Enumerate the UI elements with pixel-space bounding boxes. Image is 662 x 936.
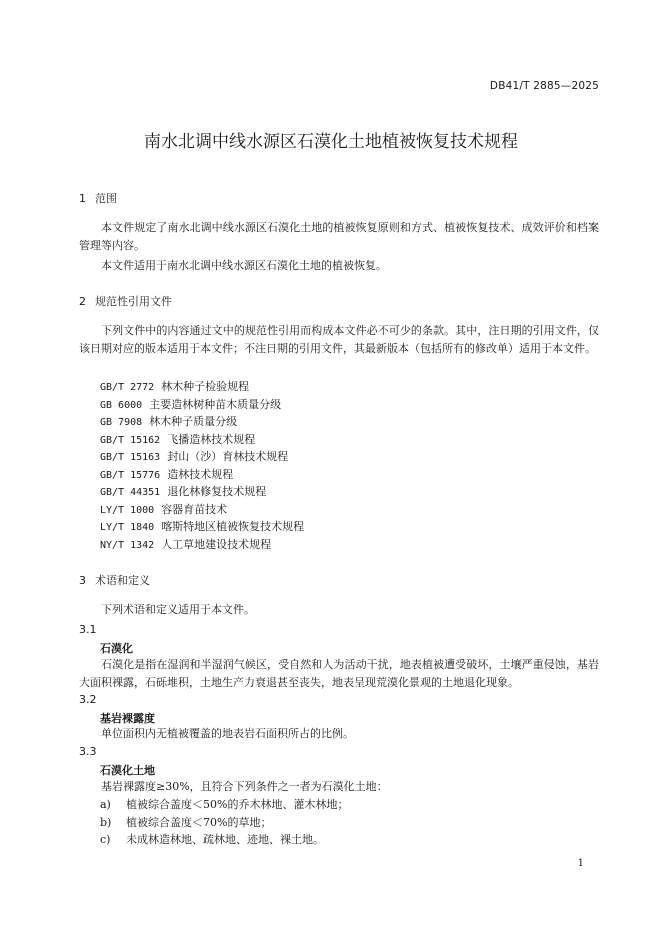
scope-paragraph-1: 本文件规定了南水北调中线水源区石漠化土地的植被恢复原则和方式、植被恢复技术、成效评价和档案管理等内容。 xyxy=(79,221,599,252)
reference-code: LY/T 1840 xyxy=(100,522,155,533)
reference-item xyxy=(100,396,281,412)
list-marker: c) xyxy=(100,833,111,846)
reference-item xyxy=(100,448,288,464)
section-2-heading xyxy=(79,293,172,309)
section-1-heading xyxy=(79,190,117,206)
reference-title: 主要造林树种苗木质量分级 xyxy=(149,397,282,411)
reference-item xyxy=(100,413,237,429)
section-title: 范围 xyxy=(95,192,117,205)
document-title: 南水北调中线水源区石漠化土地植被恢复技术规程 xyxy=(144,132,518,152)
section-number: 2 xyxy=(79,295,86,308)
reference-code: GB/T 15163 xyxy=(100,452,161,463)
reference-title: 封山（沙）育林技术规程 xyxy=(167,450,289,463)
reference-code: GB/T 15776 xyxy=(100,469,161,481)
reference-item xyxy=(100,501,227,517)
reference-title: 喀斯特地区植被恢复技术规程 xyxy=(161,520,305,533)
term-definition: 基岩裸露度≥30%，且符合下列条件之一者为石漠化土地： xyxy=(101,780,388,793)
condition-text: 植被综合盖度＜70%的草地； xyxy=(126,815,272,829)
condition-item xyxy=(100,796,348,812)
list-marker: b) xyxy=(100,815,112,829)
reference-code: GB/T 15162 xyxy=(100,434,161,446)
term-definition: 石漠化是指在湿润和半湿润气候区，受自然和人为活动干扰，地表植被遭受破坏，土壤严重侵蚀，基岩大面积裸露，石砾堆积，土地生产力衰退甚至丧失，地表呈现荒漠化景观的土地退化现象。 xyxy=(79,658,599,689)
reference-code: GB/T 44351 xyxy=(100,487,161,498)
term-definition: 单位面积内无植被覆盖的地表岩石面积所占的比例。 xyxy=(101,727,354,740)
reference-title: 林木种子检验规程 xyxy=(161,380,250,393)
reference-title: 造林技术规程 xyxy=(167,467,234,481)
references-intro: 下列文件中的内容通过文中的规范性引用而构成本文件必不可少的条款。其中，注日期的引用文件，仅该日期对应的版本适用于本文件；不注日期的引用文件，其最新版本（包括所有的修改单）适用于本文件。 xyxy=(79,324,599,355)
reference-code: GB 7908 xyxy=(100,417,143,428)
reference-item xyxy=(100,466,233,482)
term-number: 3.1 xyxy=(79,623,97,636)
reference-title: 林木种子质量分级 xyxy=(149,415,238,428)
section-number: 3 xyxy=(79,574,86,587)
term-name: 石漠化土地 xyxy=(100,764,155,777)
reference-code: LY/T 1000 xyxy=(100,504,155,516)
reference-title: 退化林修复技术规程 xyxy=(167,485,267,498)
reference-title: 人工草地建设技术规程 xyxy=(161,537,272,551)
term-name: 石漠化 xyxy=(100,642,133,655)
reference-code: GB/T 2772 xyxy=(100,382,155,393)
condition-item xyxy=(100,814,271,830)
list-marker: a) xyxy=(100,798,111,811)
reference-title: 飞播造林技术规程 xyxy=(167,432,256,446)
reference-item xyxy=(100,536,271,552)
reference-title: 容器育苗技术 xyxy=(161,502,228,516)
reference-code: GB 6000 xyxy=(100,399,143,411)
standard-code: DB41/T 2885—2025 xyxy=(489,80,599,92)
reference-item xyxy=(100,483,266,499)
terms-intro: 下列术语和定义适用于本文件。 xyxy=(101,603,255,616)
condition-text: 未成林造林地、疏林地、迹地、裸土地。 xyxy=(126,833,324,846)
condition-item xyxy=(100,831,324,847)
section-title: 规范性引用文件 xyxy=(95,295,172,308)
reference-code: NY/T 1342 xyxy=(100,539,155,551)
condition-text: 植被综合盖度＜50%的乔木林地、灌木林地； xyxy=(126,798,349,811)
page-number: 1 xyxy=(577,858,584,869)
term-name: 基岩裸露度 xyxy=(100,712,155,725)
reference-item xyxy=(100,431,255,447)
section-3-heading xyxy=(79,572,150,588)
reference-item xyxy=(100,518,304,534)
reference-item xyxy=(100,378,249,394)
scope-paragraph-2: 本文件适用于南水北调中线水源区石漠化土地的植被恢复。 xyxy=(101,259,387,272)
section-number: 1 xyxy=(79,192,86,205)
term-number: 3.3 xyxy=(79,745,97,758)
term-number: 3.2 xyxy=(79,693,97,706)
section-title: 术语和定义 xyxy=(95,574,150,587)
